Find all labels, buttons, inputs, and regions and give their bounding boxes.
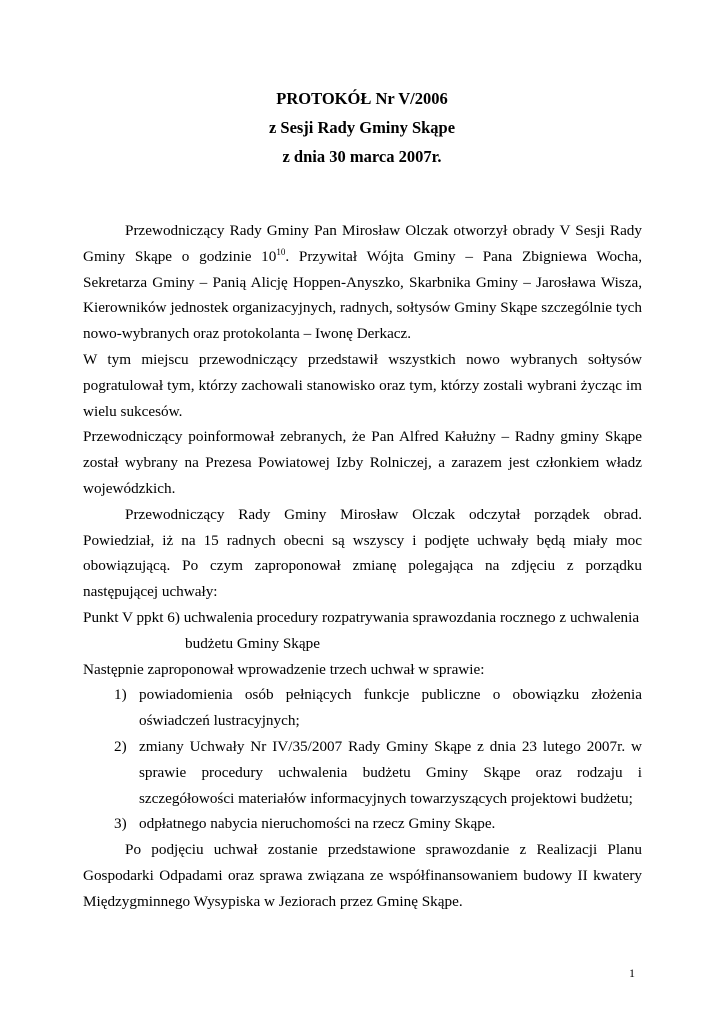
paragraph-soltys: W tym miejscu przewodniczący przedstawił wszystkich nowo wybranych sołtysów pogratulował tym, którzy zachowali stanowisko oraz tym, którzy zostali wybrani życząc im wielu sukcesów.: [83, 350, 642, 420]
list-item-text: zmiany Uchwały Nr IV/35/2007 Rady Gminy Skąpe z dnia 23 lutego 2007r. w sprawie procedury uchwalenia budżetu Gminy Skąpe oraz rodzaju i szczegółowości materiałów informacyjnych towarzyszących projektowi budżetu;: [139, 737, 642, 807]
paragraph-agenda: Przewodniczący Rady Gminy Mirosław Olczak odczytał porządek obrad. Powiedział, iż na 15 radnych obecni są wszyscy i podjęte uchwały będą miały moc obowiązującą. Po czym zaproponował zmianę polegająca na zdjęciu z porządku następującej uchwały:: [83, 505, 642, 601]
paragraph-removed-item: Punkt V ppkt 6) uchwalenia procedury rozpatrywania sprawozdania rocznego z uchwalenia budżetu Gminy Skąpe: [83, 608, 640, 652]
paragraph-opening: [83, 218, 642, 347]
title-line-session: z Sesji Rady Gminy Skąpe: [268, 118, 456, 137]
list-item: [83, 811, 642, 837]
paragraph-proposal: Następnie zaproponował wprowadzenie trzech uchwał w sprawie:: [83, 660, 485, 678]
title-line-protocol: PROTOKÓŁ Nr V/2006: [276, 89, 448, 108]
list-item-number: 3): [114, 815, 127, 833]
document-title: [0, 84, 724, 171]
paragraph-announcement: Przewodniczący poinformował zebranych, że Pan Alfred Kałużny – Radny gminy Skąpe został wybrany na Prezesa Powiatowej Izby Rolniczej, a zarazem jest członkiem władz wojewódzkich.: [83, 428, 642, 497]
title-line-date: z dnia 30 marca 2007r.: [282, 147, 442, 166]
paragraph-opening-text-b: . Przywitał Wójta Gminy – Pana Zbigniewa Wocha, Sekretarza Gminy – Panią Alicję Hoppen-Anyszko, Skarbnika Gminy – Jarosława Wisza, Kierowników jednostek organizacyjnych, radnych, sołtysów Gminy Skąpe szczególnie tych nowo-wybranych oraz protokolanta – Iwonę Derkacz.: [83, 247, 642, 343]
time-superscript: 10: [276, 246, 286, 257]
paragraph-opening-text-a: Przewodniczący Rady Gminy Pan Mirosław Olczak otworzył obrady V Sesji Rady Gminy Skąpe o godzinie 10: [83, 222, 642, 265]
list-item: [83, 682, 642, 734]
paragraph-closing: Po podjęciu uchwał zostanie przedstawione sprawozdanie z Realizacji Planu Gospodarki Odpadami oraz sprawa związana ze współfinansowaniem budowy II kwatery Międzygminnego Wysypiska w Jeziorach przez Gminę Skąpe.: [83, 841, 642, 910]
list-item-text: odpłatnego nabycia nieruchomości na rzecz Gminy Skąpe.: [139, 815, 496, 833]
list-item-number: 2): [114, 737, 127, 755]
list-item: [83, 734, 642, 811]
document-body: [83, 218, 642, 915]
resolution-list: [83, 682, 642, 837]
list-item-number: 1): [114, 686, 127, 704]
list-item-text: powiadomienia osób pełniących funkcje publiczne o obowiązku złożenia oświadczeń lustracyjnych;: [139, 686, 642, 730]
page-number: 1: [629, 966, 635, 980]
